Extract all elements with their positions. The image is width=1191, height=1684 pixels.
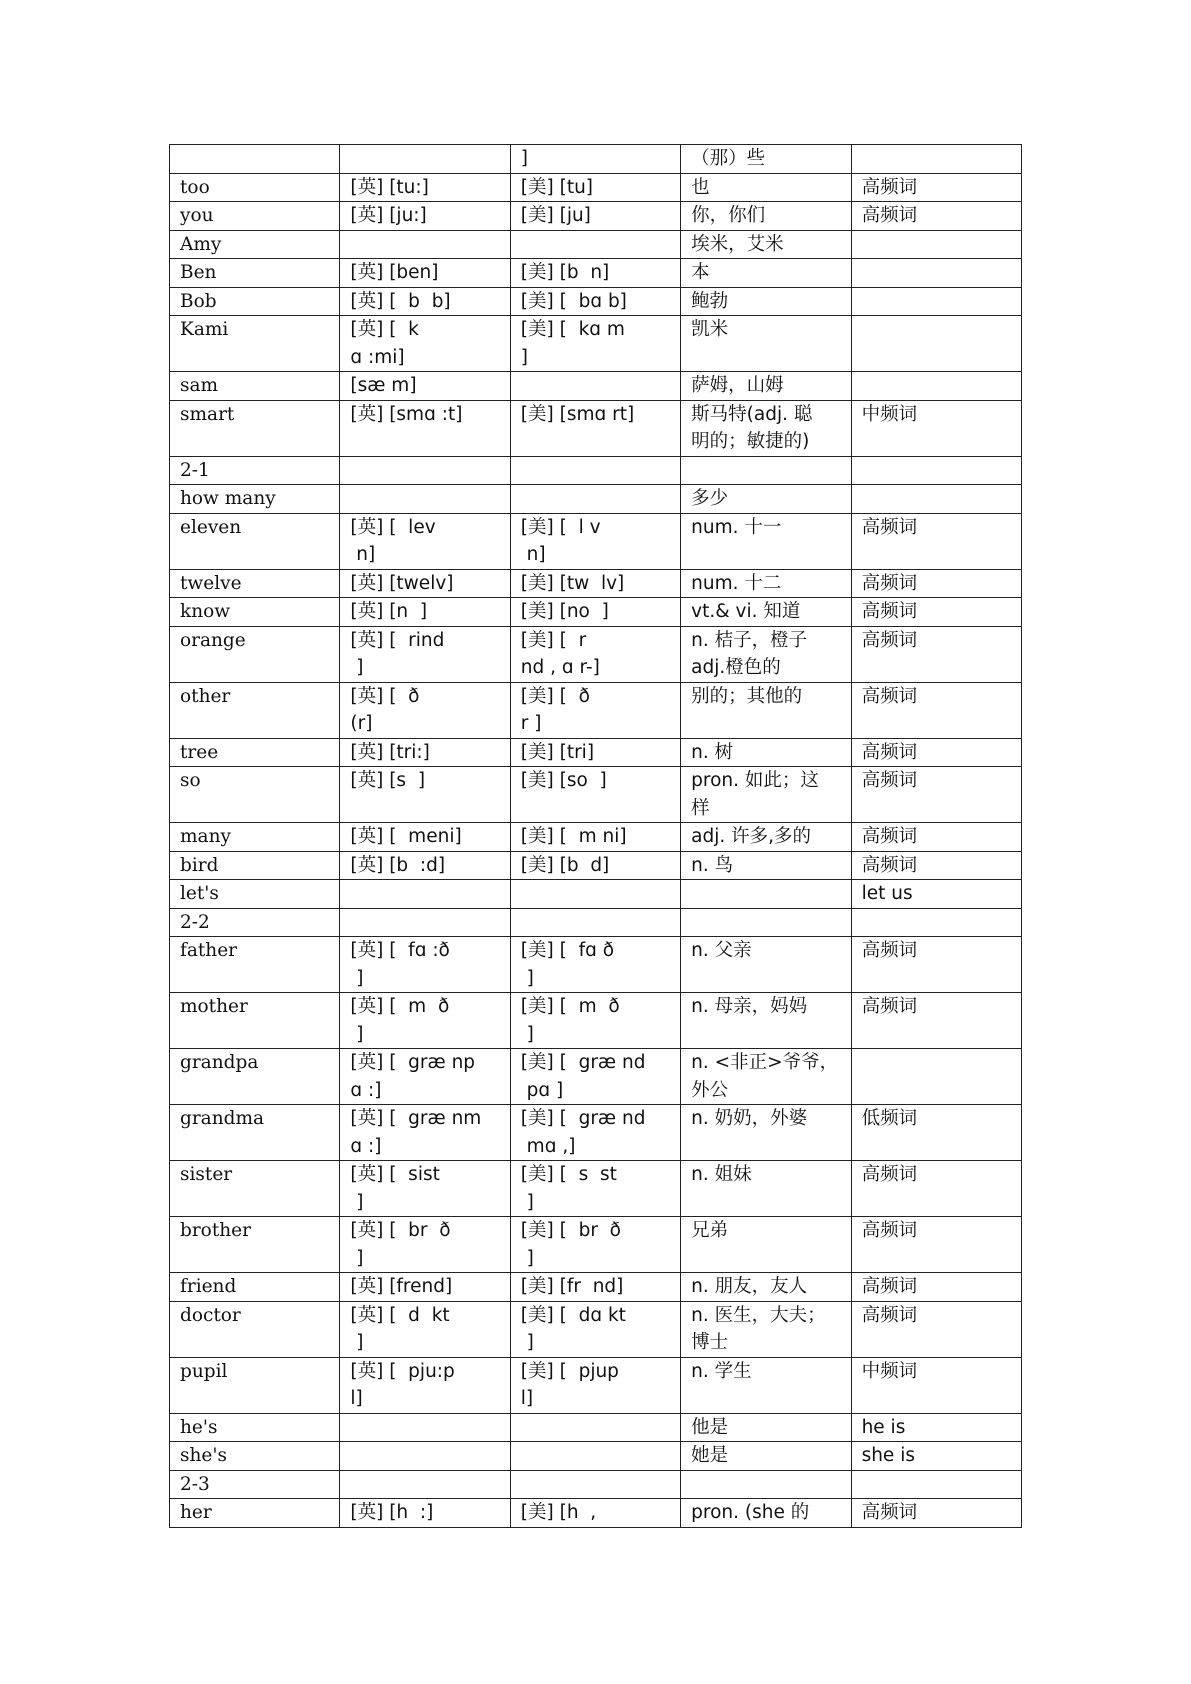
uk-phonetic-cell — [340, 1413, 510, 1442]
us-phonetic-cell: [美] [ br ð ] — [510, 1217, 680, 1273]
meaning-cell: （那）些 — [681, 145, 851, 174]
meaning-cell: vt.& vi. 知道 — [681, 598, 851, 627]
uk-phonetic-cell — [340, 230, 510, 259]
uk-phonetic-cell: [英] [ ð (r] — [340, 682, 510, 738]
uk-phonetic-cell: [sæ m] — [340, 372, 510, 401]
uk-phonetic-cell: [英] [twelv] — [340, 569, 510, 598]
frequency-cell: 低频词 — [851, 1105, 1021, 1161]
uk-phonetic-cell — [340, 880, 510, 909]
us-phonetic-cell: [美] [ ð r ] — [510, 682, 680, 738]
word-cell: Ben — [170, 259, 340, 288]
uk-phonetic-cell: [英] [ sist ] — [340, 1161, 510, 1217]
meaning-cell: 也 — [681, 173, 851, 202]
meaning-cell — [681, 456, 851, 485]
table-row — [170, 908, 1022, 937]
meaning-cell — [681, 1470, 851, 1499]
table-row — [170, 993, 1022, 1049]
uk-phonetic-cell: [英] [ju:] — [340, 202, 510, 231]
us-phonetic-cell — [510, 372, 680, 401]
table-row — [170, 569, 1022, 598]
table-row — [170, 1217, 1022, 1273]
us-phonetic-cell — [510, 485, 680, 514]
frequency-cell: 中频词 — [851, 400, 1021, 456]
word-cell: grandpa — [170, 1049, 340, 1105]
us-phonetic-cell: [美] [ r nd , ɑ r-] — [510, 626, 680, 682]
meaning-cell: 他是 — [681, 1413, 851, 1442]
us-phonetic-cell: [美] [ m ni] — [510, 823, 680, 852]
frequency-cell — [851, 456, 1021, 485]
word-cell: sister — [170, 1161, 340, 1217]
meaning-cell: n. 医生，大夫； 博士 — [681, 1301, 851, 1357]
table-row — [170, 400, 1022, 456]
us-phonetic-cell — [510, 1470, 680, 1499]
uk-phonetic-cell — [340, 1442, 510, 1471]
frequency-cell — [851, 287, 1021, 316]
us-phonetic-cell: [美] [ kɑ m ] — [510, 316, 680, 372]
uk-phonetic-cell: [英] [ græ np ɑ :] — [340, 1049, 510, 1105]
vocabulary-table-body — [170, 145, 1022, 1528]
us-phonetic-cell: [美] [tw lv] — [510, 569, 680, 598]
meaning-cell: 多少 — [681, 485, 851, 514]
table-row — [170, 626, 1022, 682]
table-row — [170, 456, 1022, 485]
word-cell: brother — [170, 1217, 340, 1273]
table-row — [170, 823, 1022, 852]
word-cell: pupil — [170, 1357, 340, 1413]
table-row — [170, 1301, 1022, 1357]
word-cell: friend — [170, 1273, 340, 1302]
table-row — [170, 767, 1022, 823]
word-cell: bird — [170, 851, 340, 880]
table-row — [170, 1470, 1022, 1499]
meaning-cell: 凯米 — [681, 316, 851, 372]
table-row — [170, 1105, 1022, 1161]
us-phonetic-cell: [美] [so ] — [510, 767, 680, 823]
word-cell: twelve — [170, 569, 340, 598]
us-phonetic-cell: [美] [ dɑ kt ] — [510, 1301, 680, 1357]
frequency-cell — [851, 372, 1021, 401]
meaning-cell: n. 朋友，友人 — [681, 1273, 851, 1302]
word-cell: sam — [170, 372, 340, 401]
meaning-cell: n. 奶奶，外婆 — [681, 1105, 851, 1161]
meaning-cell: adj. 许多,多的 — [681, 823, 851, 852]
frequency-cell: 高频词 — [851, 626, 1021, 682]
uk-phonetic-cell: [英] [ græ nm ɑ :] — [340, 1105, 510, 1161]
uk-phonetic-cell: [英] [n ] — [340, 598, 510, 627]
us-phonetic-cell: [美] [ l v n] — [510, 513, 680, 569]
table-row — [170, 316, 1022, 372]
word-cell: let's — [170, 880, 340, 909]
frequency-cell: 高频词 — [851, 569, 1021, 598]
uk-phonetic-cell — [340, 145, 510, 174]
meaning-cell: 埃米，艾米 — [681, 230, 851, 259]
meaning-cell: 本 — [681, 259, 851, 288]
table-row — [170, 1442, 1022, 1471]
us-phonetic-cell: [美] [ græ nd mɑ ,] — [510, 1105, 680, 1161]
frequency-cell — [851, 145, 1021, 174]
meaning-cell: 鲍勃 — [681, 287, 851, 316]
meaning-cell: pron. (she 的 — [681, 1499, 851, 1528]
frequency-cell — [851, 1470, 1021, 1499]
frequency-cell — [851, 316, 1021, 372]
table-row — [170, 1161, 1022, 1217]
frequency-cell: she is — [851, 1442, 1021, 1471]
meaning-cell: 别的；其他的 — [681, 682, 851, 738]
word-cell: orange — [170, 626, 340, 682]
frequency-cell — [851, 908, 1021, 937]
frequency-cell: 高频词 — [851, 513, 1021, 569]
us-phonetic-cell: [美] [b d] — [510, 851, 680, 880]
uk-phonetic-cell: [英] [ rind ] — [340, 626, 510, 682]
frequency-cell: 高频词 — [851, 682, 1021, 738]
word-cell: Kami — [170, 316, 340, 372]
us-phonetic-cell: [美] [ s st ] — [510, 1161, 680, 1217]
word-cell: tree — [170, 738, 340, 767]
word-cell: her — [170, 1499, 340, 1528]
word-cell — [170, 145, 340, 174]
us-phonetic-cell — [510, 1413, 680, 1442]
meaning-cell: n. 桔子，橙子 adj.橙色的 — [681, 626, 851, 682]
uk-phonetic-cell: [英] [ fɑ :ð ] — [340, 937, 510, 993]
us-phonetic-cell: [美] [fr nd] — [510, 1273, 680, 1302]
table-row — [170, 1049, 1022, 1105]
frequency-cell — [851, 1049, 1021, 1105]
word-cell: know — [170, 598, 340, 627]
us-phonetic-cell: [美] [ græ nd pɑ ] — [510, 1049, 680, 1105]
table-row — [170, 372, 1022, 401]
us-phonetic-cell: [美] [tu] — [510, 173, 680, 202]
word-cell: many — [170, 823, 340, 852]
word-cell: eleven — [170, 513, 340, 569]
us-phonetic-cell: [美] [b n] — [510, 259, 680, 288]
us-phonetic-cell — [510, 456, 680, 485]
meaning-cell — [681, 880, 851, 909]
word-cell: she's — [170, 1442, 340, 1471]
us-phonetic-cell: [美] [smɑ rt] — [510, 400, 680, 456]
meaning-cell: n. 父亲 — [681, 937, 851, 993]
uk-phonetic-cell: [英] [ meni] — [340, 823, 510, 852]
frequency-cell: 高频词 — [851, 1161, 1021, 1217]
table-row — [170, 1499, 1022, 1528]
uk-phonetic-cell: [英] [smɑ :t] — [340, 400, 510, 456]
meaning-cell: n. 树 — [681, 738, 851, 767]
uk-phonetic-cell: [英] [tri:] — [340, 738, 510, 767]
meaning-cell — [681, 908, 851, 937]
uk-phonetic-cell: [英] [ pju:p l] — [340, 1357, 510, 1413]
word-cell: 2-3 — [170, 1470, 340, 1499]
frequency-cell — [851, 230, 1021, 259]
frequency-cell: 高频词 — [851, 993, 1021, 1049]
meaning-cell: n. 学生 — [681, 1357, 851, 1413]
uk-phonetic-cell — [340, 908, 510, 937]
table-row — [170, 259, 1022, 288]
uk-phonetic-cell: [英] [ b b] — [340, 287, 510, 316]
uk-phonetic-cell: [英] [ben] — [340, 259, 510, 288]
frequency-cell: let us — [851, 880, 1021, 909]
table-row — [170, 880, 1022, 909]
uk-phonetic-cell: [英] [h :] — [340, 1499, 510, 1528]
us-phonetic-cell: [美] [ pjup l] — [510, 1357, 680, 1413]
frequency-cell — [851, 259, 1021, 288]
uk-phonetic-cell — [340, 456, 510, 485]
frequency-cell: 高频词 — [851, 1273, 1021, 1302]
table-row — [170, 513, 1022, 569]
word-cell: smart — [170, 400, 340, 456]
us-phonetic-cell: [美] [ bɑ b] — [510, 287, 680, 316]
table-row — [170, 682, 1022, 738]
word-cell: he's — [170, 1413, 340, 1442]
meaning-cell: 她是 — [681, 1442, 851, 1471]
meaning-cell: n. 母亲，妈妈 — [681, 993, 851, 1049]
word-cell: other — [170, 682, 340, 738]
uk-phonetic-cell: [英] [ k ɑ :mi] — [340, 316, 510, 372]
us-phonetic-cell — [510, 1442, 680, 1471]
word-cell: so — [170, 767, 340, 823]
word-cell: too — [170, 173, 340, 202]
frequency-cell: 高频词 — [851, 851, 1021, 880]
table-row — [170, 937, 1022, 993]
vocabulary-table — [169, 144, 1022, 1528]
word-cell: 2-2 — [170, 908, 340, 937]
word-cell: Bob — [170, 287, 340, 316]
table-row — [170, 1413, 1022, 1442]
table-row — [170, 1357, 1022, 1413]
table-row — [170, 1273, 1022, 1302]
us-phonetic-cell: [美] [ju] — [510, 202, 680, 231]
uk-phonetic-cell — [340, 1470, 510, 1499]
uk-phonetic-cell: [英] [s ] — [340, 767, 510, 823]
uk-phonetic-cell: [英] [ lev n] — [340, 513, 510, 569]
word-cell: 2-1 — [170, 456, 340, 485]
frequency-cell: 高频词 — [851, 767, 1021, 823]
word-cell: mother — [170, 993, 340, 1049]
us-phonetic-cell: [美] [ m ð ] — [510, 993, 680, 1049]
frequency-cell: 高频词 — [851, 738, 1021, 767]
meaning-cell: 兄弟 — [681, 1217, 851, 1273]
uk-phonetic-cell: [英] [tu:] — [340, 173, 510, 202]
frequency-cell: he is — [851, 1413, 1021, 1442]
frequency-cell: 高频词 — [851, 598, 1021, 627]
frequency-cell: 高频词 — [851, 823, 1021, 852]
uk-phonetic-cell: [英] [frend] — [340, 1273, 510, 1302]
uk-phonetic-cell — [340, 485, 510, 514]
uk-phonetic-cell: [英] [ br ð ] — [340, 1217, 510, 1273]
frequency-cell: 高频词 — [851, 937, 1021, 993]
meaning-cell: num. 十二 — [681, 569, 851, 598]
uk-phonetic-cell: [英] [b :d] — [340, 851, 510, 880]
frequency-cell: 高频词 — [851, 1499, 1021, 1528]
frequency-cell: 高频词 — [851, 173, 1021, 202]
table-row — [170, 145, 1022, 174]
word-cell: father — [170, 937, 340, 993]
table-row — [170, 287, 1022, 316]
meaning-cell: 你，你们 — [681, 202, 851, 231]
table-row — [170, 230, 1022, 259]
word-cell: how many — [170, 485, 340, 514]
us-phonetic-cell — [510, 908, 680, 937]
table-row — [170, 598, 1022, 627]
us-phonetic-cell: [美] [ fɑ ð ] — [510, 937, 680, 993]
frequency-cell: 高频词 — [851, 1217, 1021, 1273]
frequency-cell — [851, 485, 1021, 514]
frequency-cell: 高频词 — [851, 202, 1021, 231]
table-row — [170, 485, 1022, 514]
table-row — [170, 851, 1022, 880]
uk-phonetic-cell: [英] [ m ð ] — [340, 993, 510, 1049]
frequency-cell: 中频词 — [851, 1357, 1021, 1413]
meaning-cell: pron. 如此；这 样 — [681, 767, 851, 823]
meaning-cell: n. <非正>爷爷， 外公 — [681, 1049, 851, 1105]
table-row — [170, 173, 1022, 202]
us-phonetic-cell: [美] [no ] — [510, 598, 680, 627]
meaning-cell: n. 姐妹 — [681, 1161, 851, 1217]
word-cell: Amy — [170, 230, 340, 259]
meaning-cell: 斯马特(adj. 聪 明的；敏捷的) — [681, 400, 851, 456]
word-cell: you — [170, 202, 340, 231]
word-cell: doctor — [170, 1301, 340, 1357]
word-cell: grandma — [170, 1105, 340, 1161]
uk-phonetic-cell: [英] [ d kt ] — [340, 1301, 510, 1357]
us-phonetic-cell: [美] [tri] — [510, 738, 680, 767]
meaning-cell: 萨姆，山姆 — [681, 372, 851, 401]
us-phonetic-cell: [美] [h , — [510, 1499, 680, 1528]
meaning-cell: num. 十一 — [681, 513, 851, 569]
us-phonetic-cell — [510, 230, 680, 259]
table-row — [170, 202, 1022, 231]
frequency-cell: 高频词 — [851, 1301, 1021, 1357]
table-row — [170, 738, 1022, 767]
us-phonetic-cell: ] — [510, 145, 680, 174]
us-phonetic-cell — [510, 880, 680, 909]
meaning-cell: n. 鸟 — [681, 851, 851, 880]
